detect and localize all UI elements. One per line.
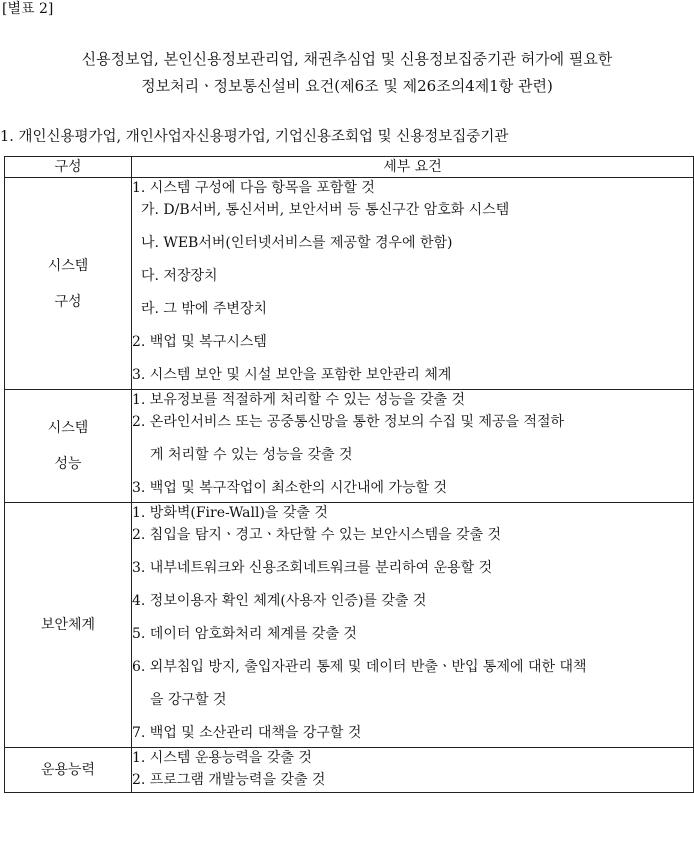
component-cell (5, 178, 132, 390)
document-title-line-1: 신용정보업, 본인신용정보관리업, 채권추심업 및 신용정보집중기관 허가에 필요한 (81, 50, 613, 68)
table-row-operational-capability (5, 748, 694, 793)
table-header-row (5, 157, 694, 178)
table-row-system-performance (5, 390, 694, 503)
component-label: 보안체계 (40, 617, 96, 633)
component-label: 성능 (54, 456, 82, 472)
requirement-item: 3. 백업 및 복구작업이 최소한의 시간내에 가능할 것 (132, 480, 447, 496)
details-cell (132, 178, 694, 390)
requirement-item: 6. 외부침입 방지, 출입자관리 통제 및 데이터 반출ㆍ반입 통제에 대한 대책 (132, 659, 587, 675)
requirement-item: 2. 백업 및 복구시스템 (132, 334, 267, 350)
requirement-item: 3. 시스템 보안 및 시설 보안을 포함한 보안관리 체계 (132, 367, 452, 383)
component-cell (5, 390, 132, 503)
component-label: 시스템 (47, 420, 89, 436)
details-cell (132, 503, 694, 748)
component-label: 운용능력 (40, 762, 96, 778)
section-heading: 1. 개인신용평가업, 개인사업자신용평가업, 기업신용조회업 및 신용정보집중기관 (0, 129, 509, 145)
requirement-subitem: 라. 그 밖에 주변장치 (141, 301, 267, 317)
requirement-item: 2. 온라인서비스 또는 공중통신망을 통한 정보의 수집 및 제공을 적절하 (132, 414, 565, 430)
requirement-item-continuation: 게 처리할 수 있는 성능을 갖출 것 (150, 447, 353, 463)
component-label: 구성 (54, 293, 82, 310)
details-cell (132, 748, 694, 793)
requirement-subitem: 나. WEB서버(인터넷서비스를 제공할 경우에 한함) (141, 235, 453, 251)
requirement-item-continuation: 을 강구할 것 (150, 692, 227, 708)
requirement-item: 7. 백업 및 소산관리 대책을 강구할 것 (132, 725, 362, 741)
requirement-subitem: 가. D/B서버, 통신서버, 보안서버 등 통신구간 암호화 시스템 (141, 202, 510, 218)
requirement-item: 4. 정보이용자 확인 체계(사용자 인증)를 갖출 것 (132, 593, 427, 609)
details-cell (132, 390, 694, 503)
component-cell (5, 748, 132, 793)
annex-label: [별표 2] (2, 1, 54, 17)
requirement-item: 1. 방화벽(Fire-Wall)을 갖출 것 (132, 505, 328, 521)
table-row-security-system (5, 503, 694, 748)
requirement-item: 1. 시스템 구성에 다음 항목을 포함할 것 (132, 180, 375, 196)
document-title-line-2: 정보처리ㆍ정보통신설비 요건(제6조 및 제26조의4제1항 관련) (141, 77, 553, 95)
column-header-component: 구성 (5, 157, 132, 178)
requirement-item: 3. 내부네트워크와 신용조회네트워크를 분리하여 운용할 것 (132, 560, 493, 576)
requirement-subitem: 다. 저장장치 (141, 268, 218, 284)
column-header-details: 세부 요건 (132, 157, 694, 178)
requirement-item: 1. 보유정보를 적절하게 처리할 수 있는 성능을 갖출 것 (132, 392, 465, 408)
requirements-table (4, 156, 694, 793)
requirement-item: 2. 프로그램 개발능력을 갖출 것 (132, 772, 326, 788)
component-label: 시스템 (47, 257, 89, 274)
requirement-item: 2. 침입을 탐지ㆍ경고ㆍ차단할 수 있는 보안시스템을 갖출 것 (132, 527, 502, 543)
table-row-system-composition (5, 178, 694, 390)
requirement-item: 5. 데이터 암호화처리 체계를 갖출 것 (132, 626, 357, 642)
requirement-item: 1. 시스템 운용능력을 갖출 것 (132, 750, 312, 766)
component-cell (5, 503, 132, 748)
